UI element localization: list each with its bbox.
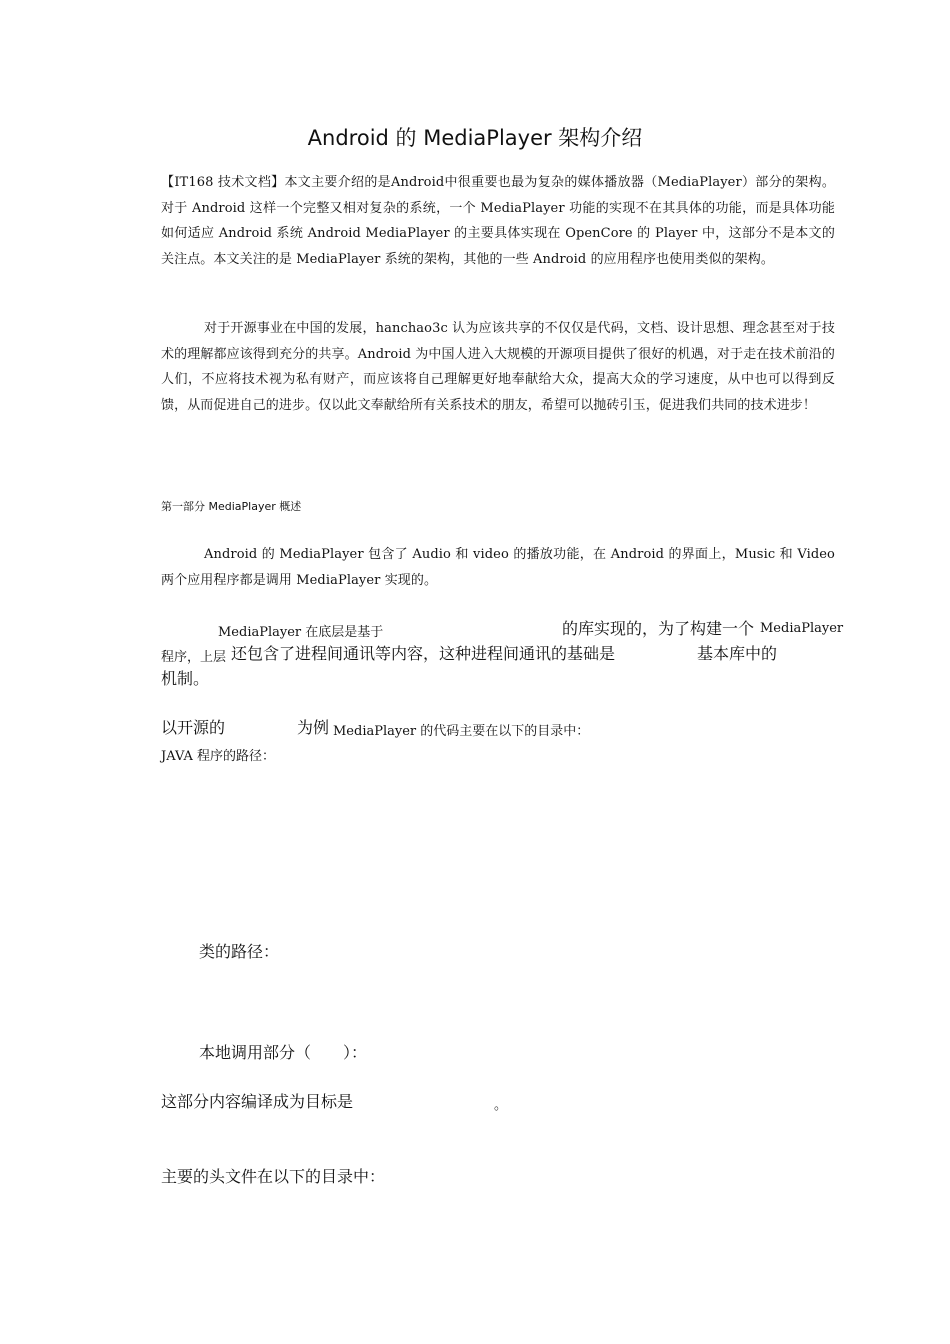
p3-a: 以开源的 xyxy=(161,718,226,737)
java-path-label: JAVA 程序的路径： xyxy=(161,749,275,764)
p2-line1-a: MediaPlayer 在底层是基于 xyxy=(218,625,384,640)
p2-line1-b: 的库实现的，为了构建一个 xyxy=(562,619,755,638)
p3-b: 为例 xyxy=(297,718,330,737)
class-path-label: 类的路径： xyxy=(199,942,280,961)
intro-paragraph: 【IT168 技术文档】本文主要介绍的是Android中很重要也最为复杂的媒体播放器（MediaPlayer）部分的架构。对于 Android 这样一个完整又相对复杂的系统，一个 MediaPlayer 功能的实现不在其具体的功能，而是具体功能如何适应 Android 系统 Android MediaPlayer 的主要具体实现在 OpenCore 的 Player 中，这部分不是本文的关注点。本文关注的是 MediaPlayer 系统的架构，其他的一些 Android 的应用程序也使用类似的架构。 xyxy=(161,175,835,267)
p3-c: MediaPlayer 的代码主要在以下的目录中： xyxy=(333,724,590,739)
target-label: 这部分内容编译成为目标是 xyxy=(161,1092,354,1111)
page-title: Android 的 MediaPlayer 架构介绍 xyxy=(307,126,643,150)
p2-line1-c: MediaPlayer xyxy=(760,621,844,636)
target-end: 。 xyxy=(494,1098,508,1113)
open-source-paragraph: 对于开源事业在中国的发展，hanchao3c 认为应该共享的不仅仅是代码，文档、设计思想、理念甚至对于技术的理解都应该得到充分的共享。Android 为中国人进入大规模的开源项目提供了很好的机遇，对于走在技术前沿的人们，不应将技术视为私有财产，而应该将自己理解更好地奉献给大众，提高大众的学习速度，从中也可以得到反馈，从而促进自己的进步。仅以此文奉献给所有关系技术的朋友，希望可以抛砖引玉，促进我们共同的技术进步！ xyxy=(161,321,835,413)
p2-line2-c: 基本库中的 xyxy=(697,644,778,663)
native-part-label: 本地调用部分（ ）： xyxy=(199,1043,368,1062)
p2-line2-b: 还包含了进程间通讯等内容，这种进程间通讯的基础是 xyxy=(231,644,616,663)
section1-paragraph: Android 的 MediaPlayer 包含了 Audio 和 video 的播放功能，在 Android 的界面上，Music 和 Video 两个应用程序都是调用 MediaPlayer 实现的。 xyxy=(161,547,835,588)
section-heading: 第一部分 MediaPlayer 概述 xyxy=(161,500,302,513)
p2-line2-a: 程序，上层 xyxy=(161,650,227,665)
headers-label: 主要的头文件在以下的目录中： xyxy=(161,1167,386,1186)
p2-line3: 机制。 xyxy=(161,669,210,688)
